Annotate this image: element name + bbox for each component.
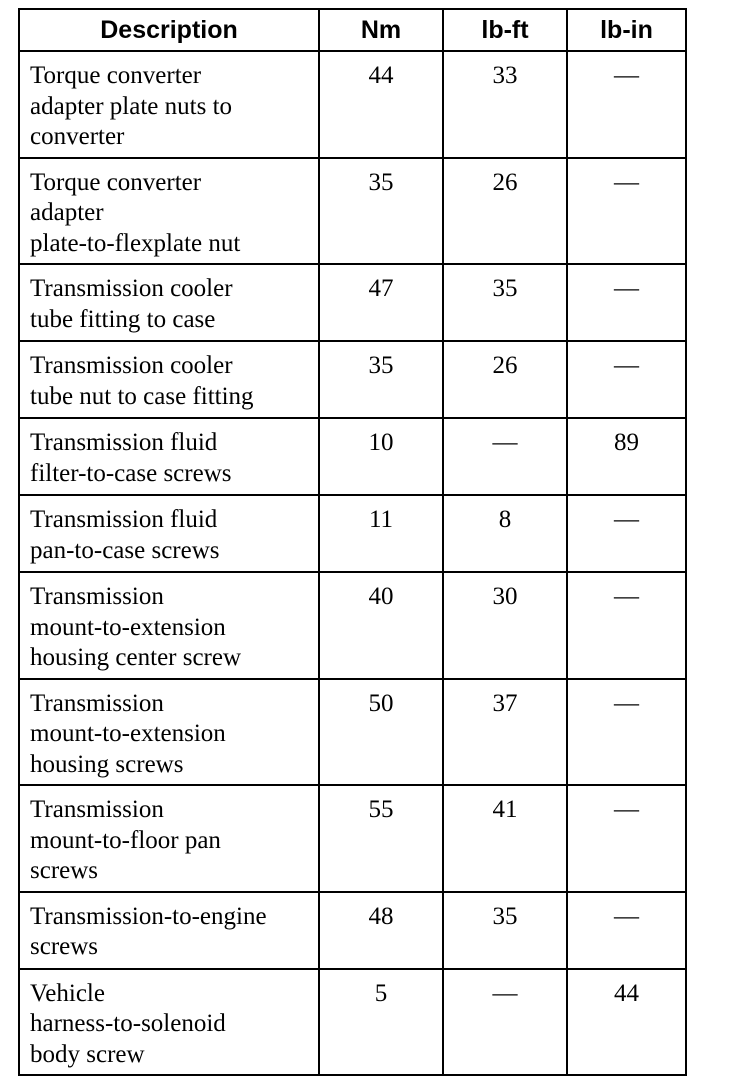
description-line: mount-to-extension <box>30 720 226 747</box>
nm-cell: 55 <box>319 785 443 892</box>
description-line: Torque converter <box>30 168 202 196</box>
nm-cell: 35 <box>319 341 443 418</box>
lb-in-cell: — <box>567 572 686 679</box>
lb-ft-cell: 30 <box>443 572 567 679</box>
description-cell <box>19 969 319 1076</box>
lb-in-cell: — <box>567 785 686 892</box>
nm-cell: 35 <box>319 158 443 265</box>
description-line: Transmission <box>30 796 164 823</box>
lb-ft-cell: 37 <box>443 679 567 786</box>
description-line: Vehicle <box>30 979 105 1007</box>
description-line: adapter plate nuts to <box>30 92 233 120</box>
lb-in-cell: — <box>567 158 686 265</box>
table-row <box>19 341 686 418</box>
description-cell <box>19 495 319 572</box>
description-line: Transmission <box>30 689 164 717</box>
description-cell <box>19 785 319 892</box>
description-line: plate-to-flexplate nut <box>30 229 241 257</box>
table-row <box>19 418 686 495</box>
description-cell <box>19 158 319 265</box>
description-cell <box>19 264 319 341</box>
table-row <box>19 158 686 265</box>
lb-ft-cell: 26 <box>443 158 567 265</box>
description-line: screws <box>30 857 99 884</box>
header-description: Description <box>19 9 319 51</box>
nm-cell: 40 <box>319 572 443 679</box>
lb-ft-cell: 41 <box>443 785 567 892</box>
nm-cell: 11 <box>319 495 443 572</box>
lb-ft-cell: — <box>443 418 567 495</box>
description-line: body screw <box>30 1040 145 1068</box>
lb-in-cell: — <box>567 495 686 572</box>
description-line: filter-to-case screws <box>30 459 232 487</box>
header-lb-ft: lb-ft <box>443 9 567 51</box>
nm-cell: 44 <box>319 51 443 158</box>
table-row <box>19 264 686 341</box>
description-line: Transmission fluid <box>30 429 218 456</box>
lb-in-cell: — <box>567 51 686 158</box>
lb-ft-cell: 33 <box>443 51 567 158</box>
nm-cell: 48 <box>319 892 443 969</box>
description-cell <box>19 51 319 158</box>
lb-ft-cell: — <box>443 969 567 1076</box>
header-row <box>19 9 686 51</box>
nm-cell: 50 <box>319 679 443 786</box>
lb-in-cell: — <box>567 341 686 418</box>
description-cell <box>19 892 319 969</box>
description-line: housing center screw <box>30 644 242 671</box>
table-row <box>19 785 686 892</box>
description-line: Transmission <box>30 583 164 610</box>
table-row <box>19 679 686 786</box>
description-line: Transmission cooler <box>30 352 233 379</box>
description-line: pan-to-case screws <box>30 536 220 564</box>
description-line: converter <box>30 123 125 150</box>
table-header <box>19 9 686 51</box>
description-line: screws <box>30 933 99 960</box>
description-line: Torque converter <box>30 62 202 89</box>
header-nm: Nm <box>319 9 443 51</box>
description-line: tube fitting to case <box>30 305 216 333</box>
table-row <box>19 495 686 572</box>
description-line: mount-to-extension <box>30 613 226 641</box>
description-cell <box>19 341 319 418</box>
header-lb-in: lb-in <box>567 9 686 51</box>
table-row <box>19 572 686 679</box>
table-row <box>19 892 686 969</box>
table-row <box>19 969 686 1076</box>
description-line: Transmission-to-engine <box>30 902 267 930</box>
description-line: Transmission cooler <box>30 275 233 302</box>
description-cell <box>19 418 319 495</box>
lb-ft-cell: 35 <box>443 892 567 969</box>
description-line: adapter <box>30 199 104 226</box>
table-row <box>19 51 686 158</box>
description-line: housing screws <box>30 750 184 778</box>
description-cell <box>19 679 319 786</box>
nm-cell: 10 <box>319 418 443 495</box>
lb-ft-cell: 8 <box>443 495 567 572</box>
table-body <box>19 51 686 1075</box>
description-line: tube nut to case fitting <box>30 382 254 410</box>
lb-in-cell: 44 <box>567 969 686 1076</box>
description-cell <box>19 572 319 679</box>
lb-in-cell: — <box>567 264 686 341</box>
nm-cell: 5 <box>319 969 443 1076</box>
nm-cell: 47 <box>319 264 443 341</box>
description-line: Transmission fluid <box>30 506 218 533</box>
lb-in-cell: — <box>567 679 686 786</box>
lb-ft-cell: 35 <box>443 264 567 341</box>
description-line: harness-to-solenoid <box>30 1010 226 1037</box>
lb-ft-cell: 26 <box>443 341 567 418</box>
lb-in-cell: 89 <box>567 418 686 495</box>
description-line: mount-to-floor pan <box>30 826 221 854</box>
lb-in-cell: — <box>567 892 686 969</box>
torque-spec-table <box>18 8 687 1076</box>
